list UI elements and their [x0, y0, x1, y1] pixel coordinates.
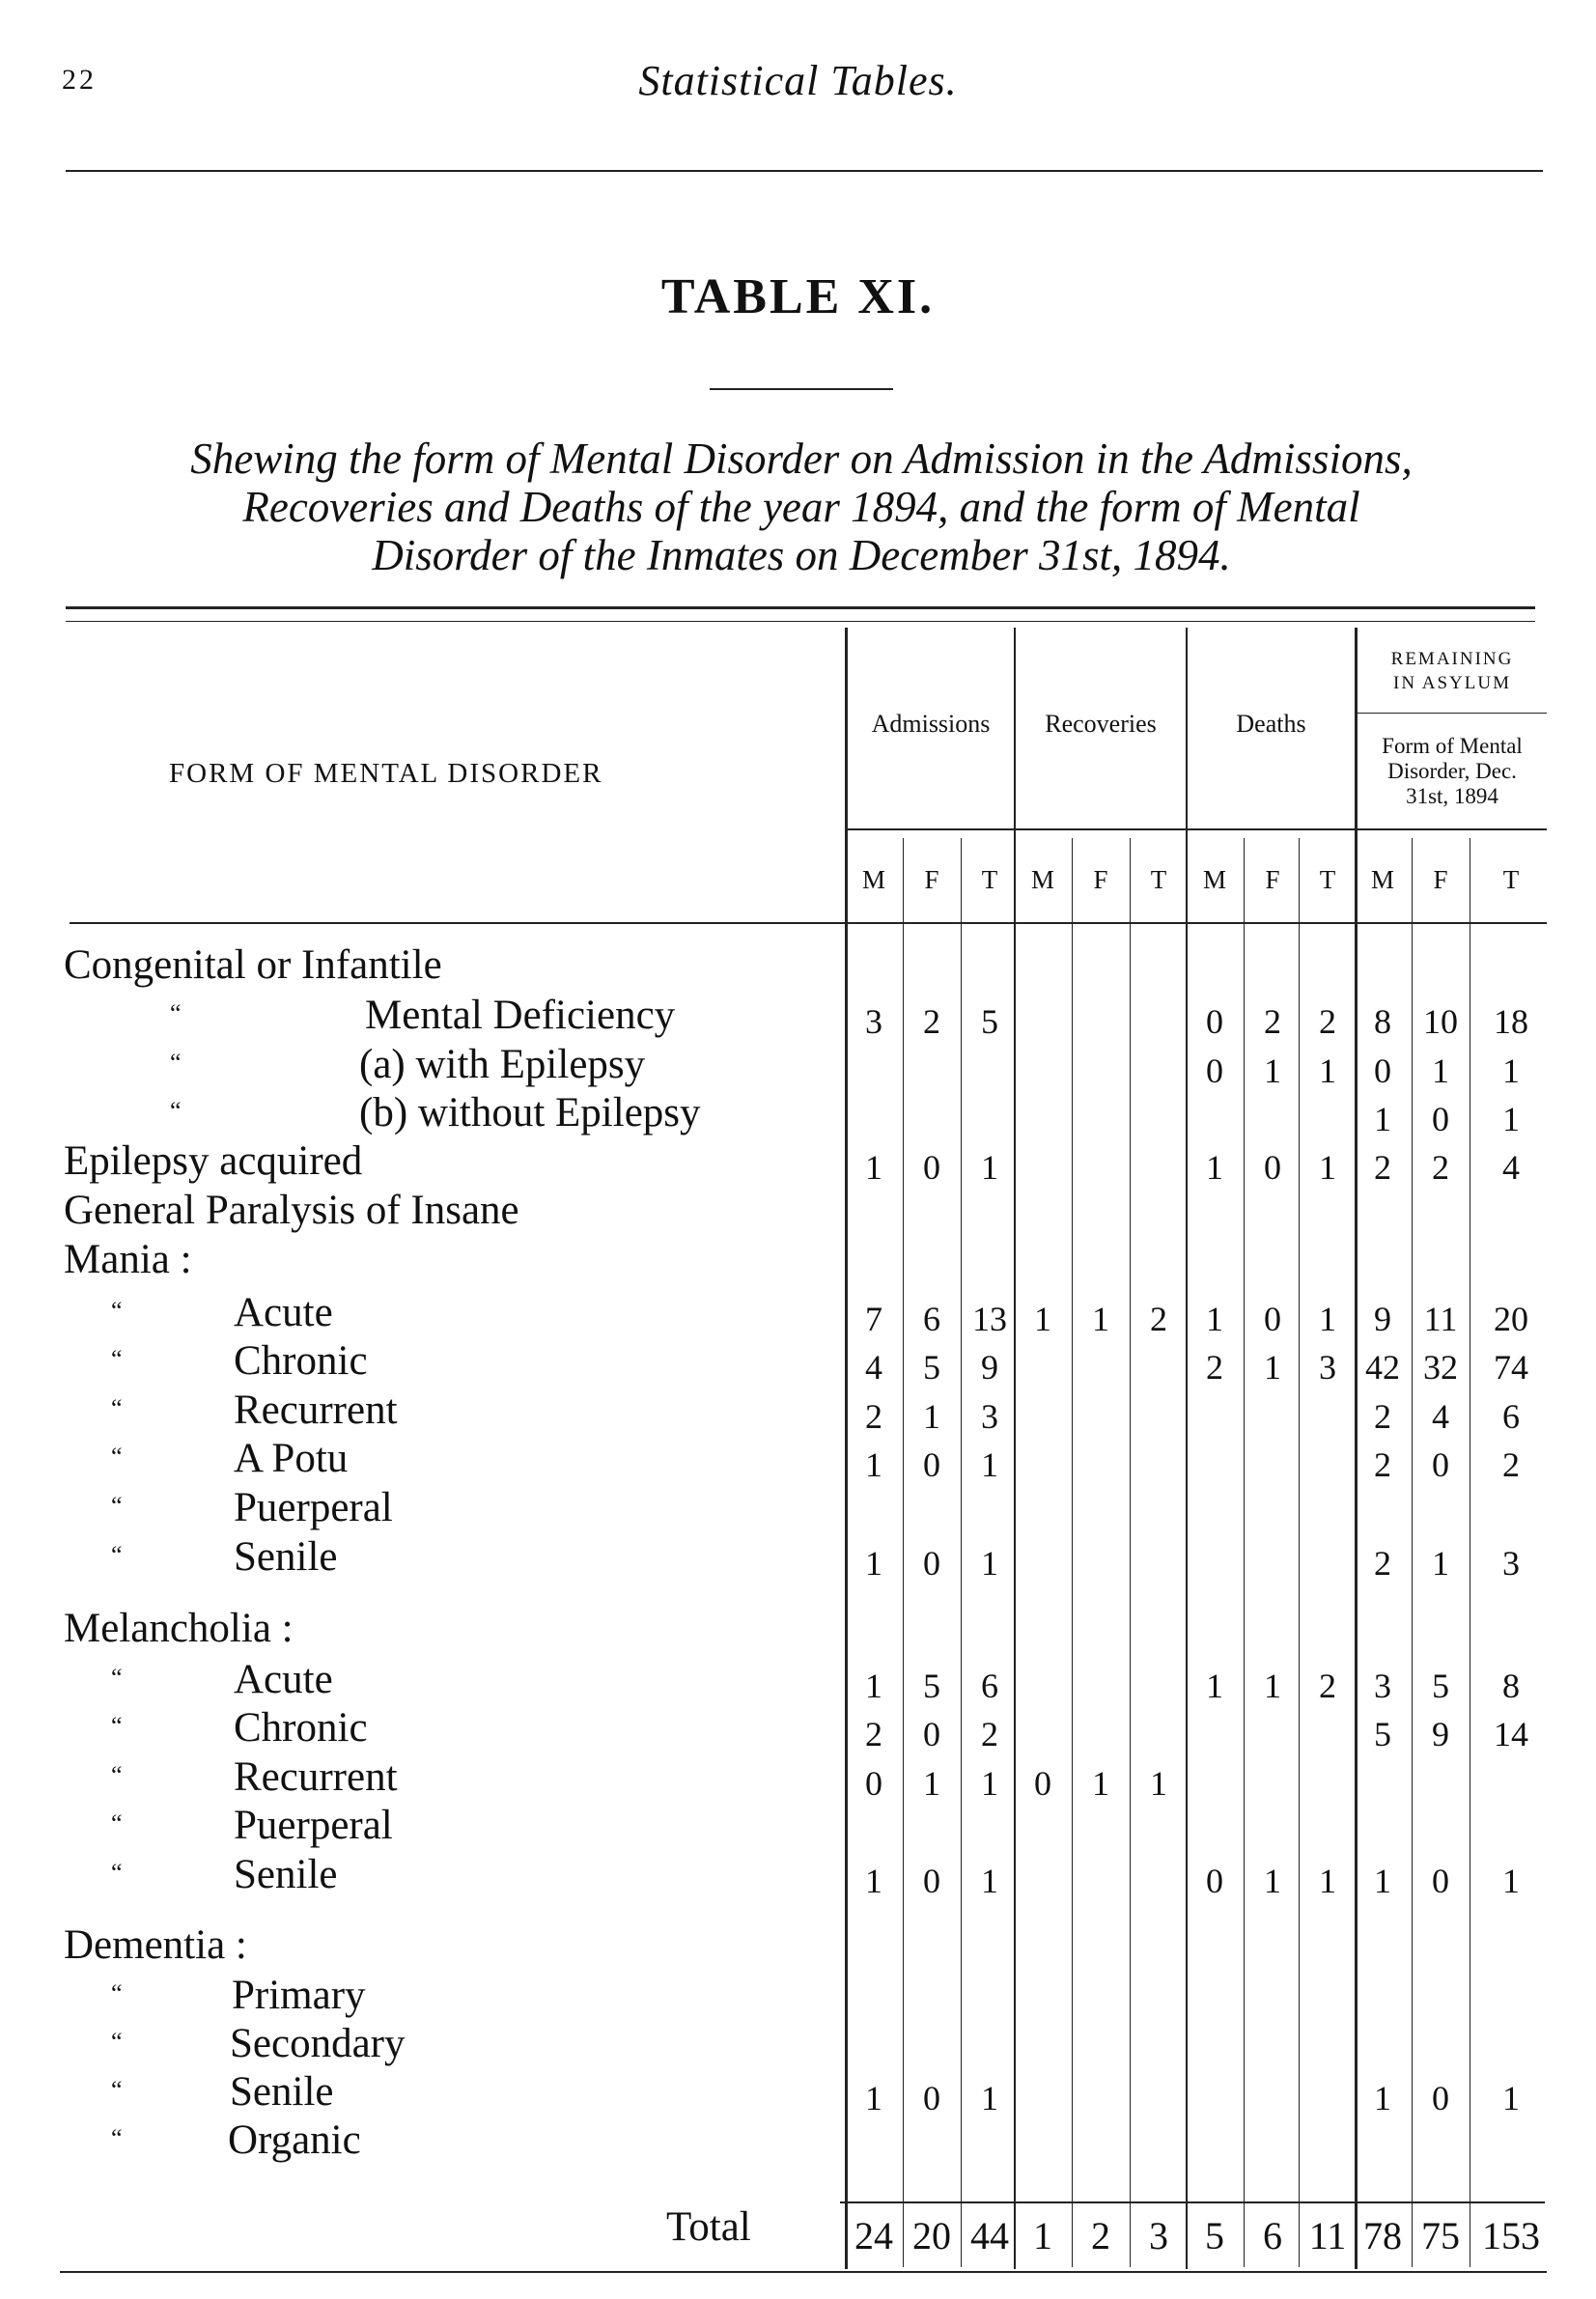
- table-cell: 1: [865, 1862, 882, 1900]
- table-cell: 1: [981, 1445, 998, 1484]
- subheader-t: T: [1502, 865, 1520, 894]
- row-label: Primary: [232, 1973, 366, 2018]
- table-cell: 0: [1206, 1051, 1223, 1090]
- table-cell: 4: [865, 1348, 882, 1387]
- table-cell: 1: [865, 1667, 882, 1705]
- table-cell: 9: [1432, 1715, 1449, 1753]
- table-cell: 1: [981, 2079, 998, 2117]
- subheader-t: T: [981, 865, 998, 894]
- sub-divider: [1072, 838, 1073, 2267]
- table-cell: 0: [1264, 1300, 1281, 1338]
- table-cell: 3: [865, 1002, 882, 1041]
- total-cell: 24: [854, 2214, 893, 2257]
- table-cell: 2: [865, 1397, 882, 1436]
- ditto-mark: “: [111, 1979, 123, 2007]
- row-label: Puerperal: [234, 1485, 393, 1530]
- form-header-line-1: Form of Mental: [1382, 734, 1523, 758]
- header-bottom-rule: [70, 922, 1547, 924]
- table-cell: 0: [1206, 1862, 1223, 1900]
- total-cell: 5: [1205, 2214, 1224, 2257]
- table-cell: 20: [1494, 1300, 1528, 1338]
- ditto-mark: “: [111, 1664, 123, 1692]
- table-cell: 1: [1374, 1862, 1391, 1900]
- row-label: Recurrent: [234, 1754, 398, 1800]
- table-top-rule-thin: [66, 621, 1535, 622]
- table-cell: 1: [923, 1397, 940, 1436]
- ditto-mark: “: [111, 1394, 123, 1422]
- table-cell: 5: [923, 1667, 940, 1705]
- sub-divider: [903, 838, 904, 2267]
- ditto-mark: “: [111, 2028, 123, 2056]
- table-cell: 9: [1374, 1300, 1391, 1338]
- table-cell: 1: [1264, 1667, 1281, 1705]
- row-label: Senile: [230, 2069, 334, 2115]
- row-label: Epilepsy acquired: [64, 1138, 363, 1184]
- recoveries-header: Recoveries: [1045, 710, 1157, 738]
- table-cell: 1: [1319, 1051, 1336, 1090]
- table-cell: 0: [923, 1715, 940, 1753]
- table-cell: 2: [1502, 1445, 1520, 1484]
- table-cell: 1: [1502, 1051, 1520, 1090]
- subheader-f: F: [924, 865, 939, 894]
- table-cell: 2: [865, 1715, 882, 1753]
- table-cell: 1: [1206, 1300, 1223, 1338]
- subheader-f: F: [1265, 865, 1280, 894]
- total-cell: 75: [1421, 2214, 1460, 2257]
- table-cell: 2: [1432, 1148, 1449, 1187]
- table-cell: 3: [1319, 1348, 1336, 1387]
- row-label: Secondary: [230, 2021, 406, 2066]
- total-cell: 11: [1308, 2214, 1347, 2257]
- table-cell: 6: [1502, 1397, 1520, 1436]
- row-label: Recurrent: [234, 1388, 398, 1433]
- total-rule: [840, 2201, 1545, 2203]
- table-cell: 5: [1374, 1715, 1391, 1753]
- table-cell: 1: [865, 1544, 882, 1583]
- header-rule: [66, 170, 1543, 172]
- table-cell: 1: [1092, 1300, 1109, 1338]
- total-cell: 20: [912, 2214, 951, 2257]
- table-cell: 2: [1150, 1300, 1167, 1338]
- subheader-t: T: [1319, 865, 1336, 894]
- ditto-mark: “: [111, 1541, 123, 1569]
- table-cell: 1: [1206, 1148, 1223, 1187]
- row-label: Acute: [234, 1657, 333, 1702]
- total-cell: 2: [1091, 2214, 1110, 2257]
- table-cell: 1: [1092, 1764, 1109, 1803]
- table-cell: 8: [1374, 1002, 1391, 1041]
- sub-divider: [961, 838, 962, 2267]
- col-divider-deaths: [1355, 628, 1358, 2269]
- ditto-mark: “: [111, 2076, 123, 2104]
- table-cell: 1: [1502, 1100, 1520, 1138]
- table-cell: 9: [981, 1348, 998, 1387]
- ditto-mark: “: [111, 1712, 123, 1740]
- subheader-m: M: [1370, 865, 1394, 894]
- table-cell: 1: [981, 1544, 998, 1583]
- ditto-mark: “: [111, 1443, 123, 1471]
- table-cell: 6: [923, 1300, 940, 1338]
- table-cell: 3: [981, 1397, 998, 1436]
- sub-divider: [1244, 838, 1245, 2267]
- row-label: A Potu: [234, 1436, 349, 1481]
- subheader-m: M: [1030, 865, 1054, 894]
- ditto-mark: “: [111, 2124, 123, 2152]
- row-label: Organic: [228, 2117, 361, 2163]
- row-label: Senile: [234, 1852, 338, 1897]
- ditto-mark: “: [170, 1049, 182, 1077]
- table-cell: 4: [1432, 1397, 1449, 1436]
- table-cell: 2: [1374, 1544, 1391, 1583]
- table-bottom-rule: [60, 2271, 1547, 2273]
- table-cell: 1: [1034, 1300, 1051, 1338]
- row-label: Mania :: [64, 1237, 192, 1282]
- table-title: TABLE XI.: [660, 269, 936, 324]
- row-label: Melancholia :: [64, 1606, 294, 1651]
- table-cell: 1: [1432, 1544, 1449, 1583]
- admissions-header: Admissions: [871, 710, 991, 738]
- row-label: (a) with Epilepsy: [359, 1042, 646, 1087]
- table-cell: 14: [1494, 1715, 1528, 1753]
- table-cell: 0: [1374, 1051, 1391, 1090]
- table-cell: 10: [1423, 1002, 1458, 1041]
- total-cell: 1: [1033, 2214, 1052, 2257]
- table-cell: 0: [923, 1148, 940, 1187]
- subheader-m: M: [861, 865, 885, 894]
- table-cell: 1: [1264, 1862, 1281, 1900]
- table-cell: 1: [1374, 1100, 1391, 1138]
- table-cell: 1: [981, 1148, 998, 1187]
- table-cell: 1: [1264, 1051, 1281, 1090]
- subtitle-line-3: Disorder of the Inmates on December 31st, 1894.: [372, 531, 1231, 579]
- group-header-rule: [847, 828, 1547, 830]
- sub-divider: [1412, 838, 1413, 2267]
- table-cell: 1: [1502, 1862, 1520, 1900]
- subtitle-line-1: Shewing the form of Mental Disorder on Admission in the Admissions,: [190, 435, 1413, 483]
- table-cell: 0: [1432, 1445, 1449, 1484]
- table-cell: 13: [972, 1300, 1007, 1338]
- table-cell: 1: [865, 2079, 882, 2117]
- row-label: Mental Deficiency: [365, 993, 676, 1038]
- table-cell: 0: [1034, 1764, 1051, 1803]
- ditto-mark: “: [111, 1761, 123, 1789]
- table-cell: 2: [1264, 1002, 1281, 1041]
- table-cell: 7: [865, 1300, 882, 1338]
- stub-header: FORM OF MENTAL DISORDER: [169, 758, 603, 789]
- table-cell: 0: [1206, 1002, 1223, 1041]
- row-label: Senile: [234, 1534, 338, 1580]
- table-cell: 74: [1494, 1348, 1528, 1387]
- table-cell: 0: [923, 1544, 940, 1583]
- table-cell: 0: [1264, 1148, 1281, 1187]
- form-header-line-3: 31st, 1894: [1406, 784, 1498, 808]
- subheader-f: F: [1093, 865, 1108, 894]
- col-divider-recoveries: [1186, 628, 1188, 2269]
- ditto-mark: “: [170, 999, 182, 1027]
- table-cell: 1: [981, 1862, 998, 1900]
- running-title: Statistical Tables.: [638, 57, 958, 104]
- table-cell: 1: [981, 1764, 998, 1803]
- table-cell: 2: [1374, 1445, 1391, 1484]
- total-cell: 3: [1149, 2214, 1168, 2257]
- title-rule: [710, 388, 893, 390]
- remaining-rule: [1357, 713, 1547, 714]
- row-label: Chronic: [234, 1338, 368, 1384]
- total-cell: 153: [1482, 2214, 1540, 2257]
- table-cell: 0: [1432, 1862, 1449, 1900]
- subheader-t: T: [1150, 865, 1167, 894]
- table-cell: 3: [1502, 1544, 1520, 1583]
- table-cell: 5: [1432, 1667, 1449, 1705]
- table-cell: 2: [1374, 1148, 1391, 1187]
- table-cell: 2: [1319, 1002, 1336, 1041]
- table-cell: 2: [1374, 1397, 1391, 1436]
- table-cell: 1: [1264, 1348, 1281, 1387]
- row-label: Dementia :: [64, 1922, 247, 1968]
- page-number: 22: [62, 64, 97, 96]
- table-cell: 6: [981, 1667, 998, 1705]
- row-label: Congenital or Infantile: [64, 942, 442, 988]
- sub-divider: [1130, 838, 1131, 2267]
- table-cell: 0: [1432, 2079, 1449, 2117]
- ditto-mark: “: [111, 1345, 123, 1373]
- table-cell: 1: [1319, 1862, 1336, 1900]
- row-label: General Paralysis of Insane: [64, 1188, 519, 1233]
- subheader-f: F: [1433, 865, 1448, 894]
- ditto-mark: “: [111, 1859, 123, 1887]
- table-cell: 1: [865, 1148, 882, 1187]
- remaining-header-line-2: IN ASYLUM: [1393, 673, 1511, 693]
- table-cell: 32: [1423, 1348, 1458, 1387]
- table-cell: 5: [923, 1348, 940, 1387]
- table-cell: 1: [865, 1445, 882, 1484]
- table-top-rule: [66, 606, 1535, 609]
- subtitle-line-2: Recoveries and Deaths of the year 1894, and the form of Mental: [242, 483, 1360, 531]
- ditto-mark: “: [111, 1297, 123, 1325]
- table-cell: 2: [1206, 1348, 1223, 1387]
- table-cell: 0: [865, 1764, 882, 1803]
- total-label: Total: [666, 2204, 751, 2250]
- table-cell: 1: [1206, 1667, 1223, 1705]
- col-divider-admissions: [1014, 628, 1016, 2269]
- table-cell: 1: [923, 1764, 940, 1803]
- table-cell: 0: [923, 1862, 940, 1900]
- row-label: Puerperal: [234, 1803, 393, 1848]
- ditto-mark: “: [111, 1492, 123, 1520]
- table-cell: 42: [1365, 1348, 1400, 1387]
- table-cell: 0: [1432, 1100, 1449, 1138]
- row-label: Acute: [234, 1290, 333, 1335]
- table-cell: 2: [1319, 1667, 1336, 1705]
- table-cell: 11: [1423, 1300, 1458, 1338]
- table-cell: 8: [1502, 1667, 1520, 1705]
- ditto-mark: “: [170, 1097, 182, 1125]
- form-header-line-2: Disorder, Dec.: [1387, 759, 1517, 783]
- table-subtitle: [58, 435, 1545, 579]
- row-label: Chronic: [234, 1705, 368, 1751]
- total-cell: 78: [1363, 2214, 1402, 2257]
- total-cell: 44: [970, 2214, 1009, 2257]
- table-cell: 1: [1319, 1148, 1336, 1187]
- table-cell: 3: [1374, 1667, 1391, 1705]
- table-cell: 1: [1502, 2079, 1520, 2117]
- ditto-mark: “: [111, 1809, 123, 1837]
- total-cell: 6: [1263, 2214, 1282, 2257]
- row-label: (b) without Epilepsy: [359, 1090, 701, 1135]
- table-cell: 5: [981, 1002, 998, 1041]
- sub-divider: [1299, 838, 1300, 2267]
- deaths-header: Deaths: [1236, 710, 1306, 738]
- table-cell: 0: [923, 2079, 940, 2117]
- subheader-m: M: [1202, 865, 1226, 894]
- table-cell: 0: [923, 1445, 940, 1484]
- table-cell: 1: [1319, 1300, 1336, 1338]
- table-cell: 18: [1494, 1002, 1528, 1041]
- table-cell: 2: [923, 1002, 940, 1041]
- table-cell: 1: [1150, 1764, 1167, 1803]
- table-cell: 1: [1432, 1051, 1449, 1090]
- table-cell: 4: [1502, 1148, 1520, 1187]
- col-divider-stub: [845, 628, 848, 2269]
- table-cell: 2: [981, 1715, 998, 1753]
- table-cell: 1: [1374, 2079, 1391, 2117]
- remaining-header-line-1: REMAINING: [1390, 649, 1514, 669]
